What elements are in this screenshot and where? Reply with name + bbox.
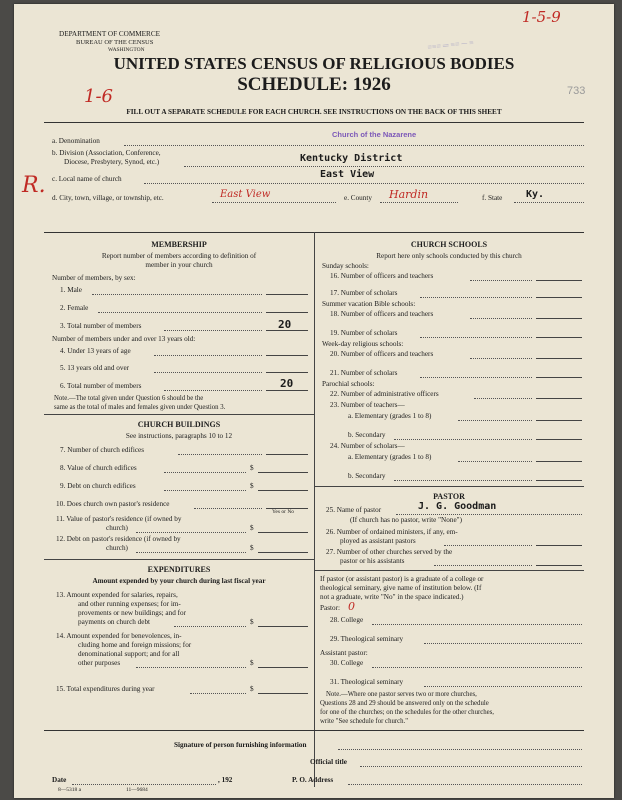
q14-line-d: other purposes [78,659,121,667]
q12-line [136,552,246,553]
schools-sub: Report here only schools conducted by this church [376,252,522,260]
q24b-line [394,480,532,481]
q12-line-b: church) [106,544,128,552]
q11-line-a: 11. Value of pastor's residence (if owned by [56,515,182,523]
q25-note: (If church has no pastor, write "None") [350,516,462,524]
q29: 29. Theological seminary [330,635,404,643]
r-mark: R. [22,173,46,198]
expenditures-rule [44,559,314,560]
q16-field [536,280,582,281]
graduate-rule [314,570,584,571]
q24a-field [536,461,582,462]
q23b-line [394,439,532,440]
pastor-note-4: write "See schedule for church." [320,718,409,725]
q28-line [372,624,582,625]
city-value: East View [220,189,271,200]
q13-line-b: and other running expenses; for im- [78,600,181,608]
q13-line-c: provements or new buildings; and for [78,609,186,617]
q15-total-expenditures: 15. Total expenditures during year [56,685,155,693]
form-title: UNITED STATES CENSUS OF RELIGIOUS BODIES [113,54,515,73]
q12-line-a: 12. Debt on pastor's residence (if owned by [56,535,181,543]
bureau-heading: BUREAU OF THE CENSUS [76,39,154,46]
q3-value: 20 [278,318,292,331]
q1-line [92,294,262,295]
q11-line [136,532,246,533]
q23: 23. Number of teachers— [330,401,405,409]
city-heading: WASHINGTON [108,47,145,53]
q1-male: 1. Male [60,286,82,294]
year-label: , 192 [218,776,233,784]
graduate-text-1: If pastor (or assistant pastor) is a graduate of a college or [320,575,484,583]
expenditures-heading: EXPENDITURES [147,565,211,574]
corner-note: 1-5-9 [522,8,561,26]
membership-sub-1: Report number of members according to definition of [101,252,257,260]
q13-line-a: 13. Amount expended for salaries, repairs, [56,591,178,599]
q24a-line [458,461,532,462]
q29-line [424,643,582,644]
q6-value: 20 [280,377,294,390]
q7-field [266,454,308,455]
q13-field [258,626,308,627]
q21: 21. Number of scholars [330,369,398,377]
pastor-note-3: for one of the churches; on the schedules for the other churches, [320,709,495,716]
po-address-label: P. O. Address [292,776,334,784]
q17-field [536,297,582,298]
buildings-sub: See instructions, paragraphs 10 to 12 [125,432,233,440]
q1-field [266,294,308,295]
print-number: 11—9684 [126,787,148,793]
pastor-heading: PASTOR [433,492,465,501]
q8-line [164,472,246,473]
pastor-rule [314,486,584,487]
census-form-page [14,4,614,798]
q13-line [174,626,246,627]
date-label: Date [52,776,67,784]
county-label: e. County [344,194,372,202]
q2-field [266,312,308,313]
q31: 31. Theological seminary [330,678,404,686]
pastor-note-2: Questions 28 and 29 should be answered only on the schedule [320,700,489,707]
q4-under13: 4. Under 13 years of age [60,347,131,355]
graduate-text-2: theological seminary, give name of institution below. (If [320,584,482,592]
q13-dollar: $ [250,618,254,626]
expenditures-sub: Amount expended by your church during last fiscal year [92,577,266,585]
local-name-label: c. Local name of church [52,175,122,183]
q30: 30. College [330,659,364,667]
q24b-field [536,480,582,481]
q16-line [470,280,532,281]
membership-note-1: Note.—The total given under Question 6 should be the [54,395,204,402]
q10-line [194,508,262,509]
pastor-note-1: Note.—Where one pastor serves two or more churches, [326,691,477,698]
q7-edifices: 7. Number of church edifices [60,446,145,454]
q14-field [258,667,308,668]
q21-line [420,377,532,378]
buildings-rule [44,414,314,415]
q22-field [536,398,582,399]
column-divider [314,232,315,787]
q11-line-b: church) [106,524,128,532]
official-title-line [360,766,582,767]
pastor-label: Pastor: [320,604,340,612]
division-line [184,166,584,167]
q17: 17. Number of scholars [330,289,398,297]
city-line [212,202,336,203]
sunday-label: Sunday schools: [322,262,369,270]
form-number: 8—5318 a [58,787,82,793]
q4-field [266,355,308,356]
q19: 19. Number of scholars [330,329,398,337]
q18-line [470,318,532,319]
q14-line-a: 14. Amount expended for benevolences, in- [56,632,182,640]
q9-debt-edifices: 9. Debt on church edifices [60,482,136,490]
division-value: Kentucky District [300,153,403,164]
q5-field [266,372,308,373]
q5-over13: 5. 13 years old and over [60,364,130,372]
instruction-line: FILL OUT A SEPARATE SCHEDULE FOR EACH CHURCH. SEE INSTRUCTIONS ON THE BACK OF THIS SHEET [126,108,502,116]
county-line [380,202,458,203]
q9-field [258,490,308,491]
membership-note-2: same as the total of males and females given under Question 3. [54,404,226,411]
q6-line [164,390,262,391]
q21-field [536,377,582,378]
q17-line [420,297,532,298]
q20-field [536,358,582,359]
q23b: b. Secondary [348,431,386,439]
margin-note-left: 1-6 [84,86,113,107]
q27-line-b: pastor or his assistants [340,557,405,565]
q8-value-edifices: 8. Value of church edifices [60,464,137,472]
q28: 28. College [330,616,364,624]
q19-field [536,337,582,338]
graduate-text-3: not a graduate, write "No" in the space indicated.) [320,593,464,601]
q25-label: 25. Name of pastor [326,506,382,514]
state-line [514,202,584,203]
local-name-line [144,183,584,184]
q16: 16. Number of officers and teachers [330,272,434,280]
buildings-heading: CHURCH BUILDINGS [137,420,221,429]
q8-field [258,472,308,473]
membership-sub-2: member in your church [145,261,213,269]
yes-no-hint: Yes or No [272,509,295,515]
q25-line [396,514,582,515]
q30-line [372,667,582,668]
q14-line-b: cluding home and foreign missions; for [78,641,192,649]
q27-line-a: 27. Number of other churches served by the [326,548,453,556]
q12-field [258,552,308,553]
schools-heading: CHURCH SCHOOLS [410,240,488,249]
q22: 22. Number of administrative officers [330,390,439,398]
q23b-field [536,439,582,440]
q14-line-c: denominational support; and for all [78,650,180,658]
q20: 20. Number of officers and teachers [330,350,434,358]
q19-line [420,337,532,338]
official-title-label: Official title [310,758,347,766]
weekday-label: Week-day religious schools: [322,340,404,348]
q9-line [164,490,246,491]
q26-line [444,545,532,546]
q15-line [190,693,246,694]
state-value: Ky. [526,189,545,200]
q15-field [258,693,308,694]
q24: 24. Number of scholars— [330,442,405,450]
q2-line [98,312,262,313]
parochial-label: Parochial schools: [322,380,375,388]
membership-heading: MEMBERSHIP [151,240,207,249]
q11-field [258,532,308,533]
q27-line [434,565,532,566]
q20-line [470,358,532,359]
denomination-value: Church of the Nazarene [332,130,417,139]
division-label: b. Division (Association, Conference, [52,149,161,157]
q9-dollar: $ [250,482,254,490]
q8-dollar: $ [250,464,254,472]
q26-field [536,545,582,546]
local-name-value: East View [320,169,375,180]
q26-line-a: 26. Number of ordained ministers, if any, em- [326,528,458,536]
division-label-2: Diocese, Presbytery, Synod, etc.) [64,158,160,166]
q10-residence: 10. Does church own pastor's residence [56,500,170,508]
q3-total: 3. Total number of members [60,322,142,330]
q23a-field [536,420,582,421]
q24b: b. Secondary [348,472,386,480]
q12-dollar: $ [250,544,254,552]
q24a: a. Elementary (grades 1 to 8) [348,453,432,461]
q18-field [536,318,582,319]
q6-field [266,390,308,391]
q7-line [178,454,262,455]
q31-line [424,686,582,687]
faded-stamp: ≡≡≡ ═ ≡≡ ─ ≡ [426,38,475,52]
schedule-title: SCHEDULE: 1926 [237,74,391,95]
q13-line-d: payments on church debt [78,618,151,626]
q23a-line [458,420,532,421]
q2-female: 2. Female [60,304,89,312]
summer-label: Summer vacation Bible schools: [322,300,416,308]
footer-rule [44,730,584,731]
denomination-line [124,145,584,146]
state-label: f. State [482,194,503,202]
signature-label: Signature of person furnishing information [174,741,307,749]
q6-total: 6. Total number of members [60,382,142,390]
q26-line-b: ployed as assistant pastors [340,537,416,545]
pastor-mark: 0 [348,600,355,613]
q3-line [164,330,262,331]
q27-field [536,565,582,566]
denomination-label: a. Denomination [52,137,100,145]
assistant-label: Assistant pastor: [320,649,368,657]
city-label: d. City, town, village, or township, etc. [52,194,164,202]
dept-heading: DEPARTMENT OF COMMERCE [59,30,161,38]
stamp-number: 733 [567,85,586,97]
under-over-label: Number of members under and over 13 years old: [52,335,196,343]
q4-line [154,355,262,356]
q23a: a. Elementary (grades 1 to 8) [348,412,432,420]
q15-dollar: $ [250,685,254,693]
q14-dollar: $ [250,659,254,667]
date-line [72,784,216,785]
q14-line [136,667,246,668]
po-address-line [348,784,582,785]
county-value: Hardin [389,188,429,201]
signature-line [338,749,582,750]
by-sex-label: Number of members, by sex: [52,274,136,282]
q5-line [154,372,262,373]
q22-line [474,398,532,399]
q18: 18. Number of officers and teachers [330,310,434,318]
header-rule [44,122,584,123]
q11-dollar: $ [250,524,254,532]
q25-value: J. G. Goodman [418,501,497,512]
